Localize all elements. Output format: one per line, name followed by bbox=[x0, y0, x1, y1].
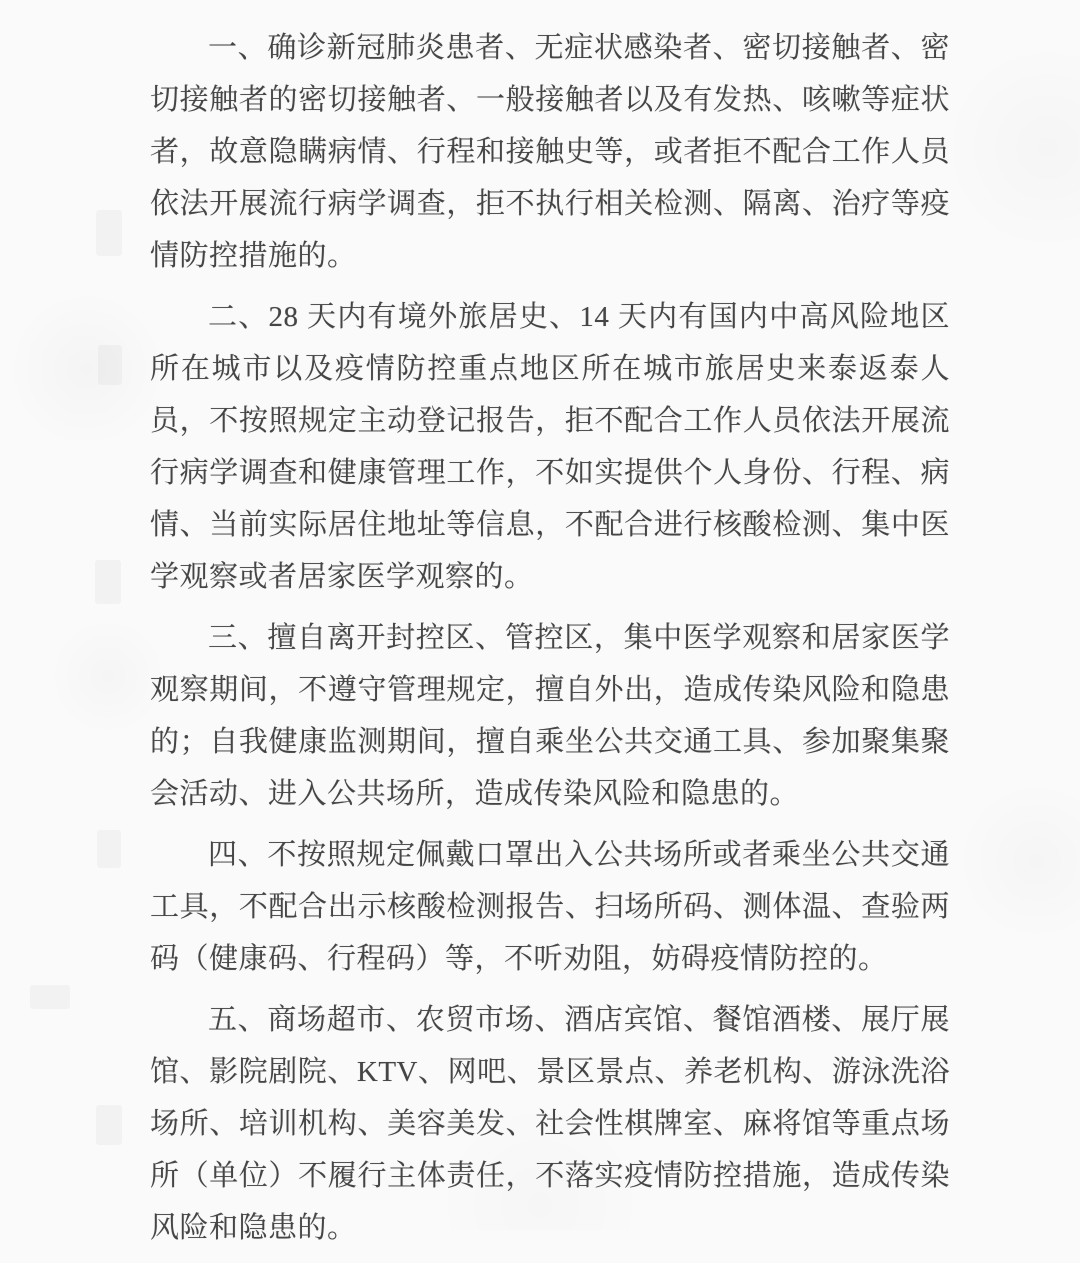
paragraph-item-5: 五、商场超市、农贸市场、酒店宾馆、餐馆酒楼、展厅展馆、影院剧院、KTV、网吧、景区景点、养老机构、游泳洗浴场所、培训机构、美容美发、社会性棋牌室、麻将馆等重点场所（单位）不履行主体责任，不落实疫情防控措施，造成传染风险和隐患的。 bbox=[150, 1004, 950, 1244]
scan-smudge bbox=[95, 560, 121, 604]
scan-smudge bbox=[97, 830, 121, 868]
scan-smudge bbox=[96, 210, 122, 256]
scan-smudge bbox=[30, 985, 70, 1009]
scan-smudge bbox=[96, 1105, 122, 1145]
paragraph-item-3: 三、擅自离开封控区、管控区，集中医学观察和居家医学观察期间，不遵守管理规定，擅自外出，造成传染风险和隐患的；自我健康监测期间，擅自乘坐公共交通工具、参加聚集聚会活动、进入公共场所，造成传染风险和隐患的。 bbox=[150, 622, 950, 810]
document-page bbox=[150, 22, 950, 1263]
scan-smudge bbox=[98, 345, 122, 385]
paragraph-item-2: 二、28 天内有境外旅居史、14 天内有国内中高风险地区所在城市以及疫情防控重点地区所在城市旅居史来泰返泰人员，不按照规定主动登记报告，拒不配合工作人员依法开展流行病学调查和健康管理工作，不如实提供个人身份、行程、病情、当前实际居住地址等信息，不配合进行核酸检测、集中医学观察或者居家医学观察的。 bbox=[150, 301, 950, 593]
paragraph-item-1: 一、确诊新冠肺炎患者、无症状感染者、密切接触者、密切接触者的密切接触者、一般接触者以及有发热、咳嗽等症状者，故意隐瞒病情、行程和接触史等，或者拒不配合工作人员依法开展流行病学调查，拒不执行相关检测、隔离、治疗等疫情防控措施的。 bbox=[150, 32, 950, 272]
paragraph-item-4: 四、不按照规定佩戴口罩出入公共场所或者乘坐公共交通工具，不配合出示核酸检测报告、扫场所码、测体温、查验两码（健康码、行程码）等，不听劝阻，妨碍疫情防控的。 bbox=[150, 839, 950, 975]
